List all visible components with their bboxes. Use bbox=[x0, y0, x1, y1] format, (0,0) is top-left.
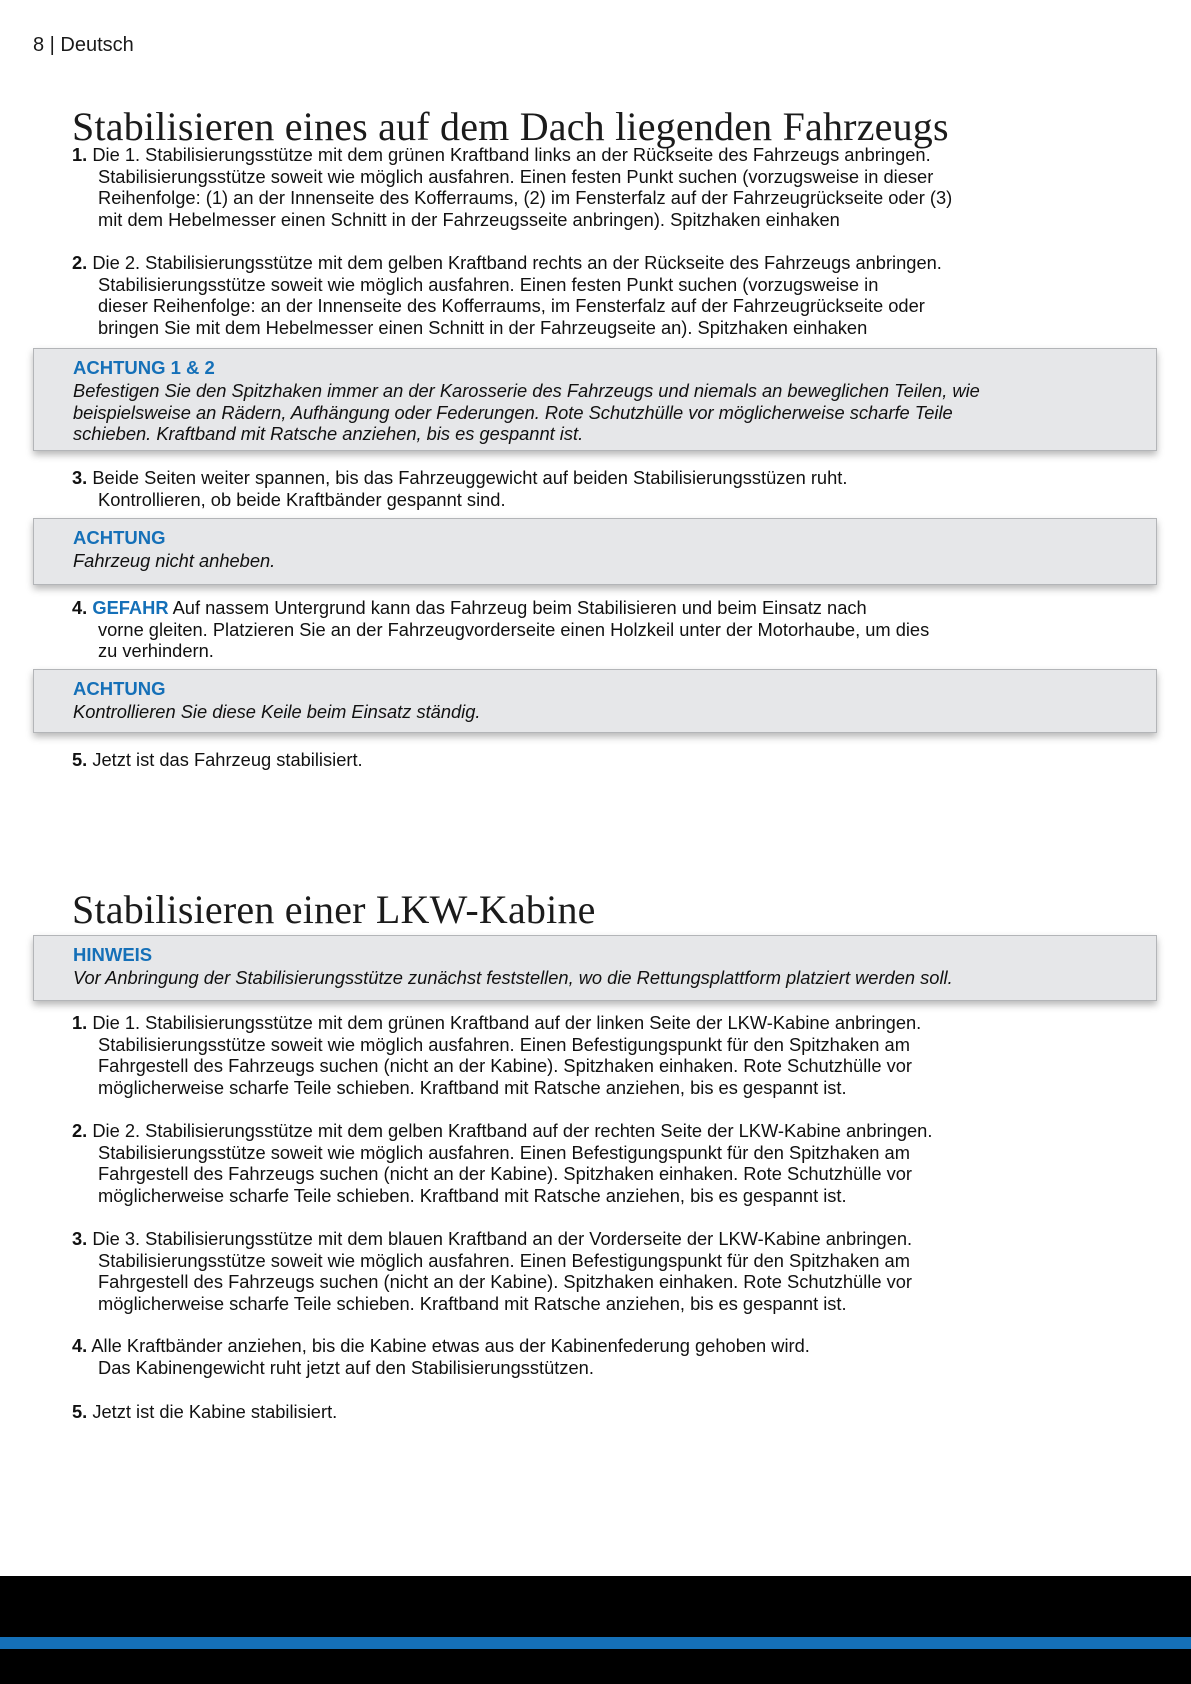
warning-text bbox=[73, 380, 1153, 445]
footer-accent-stripe bbox=[0, 1637, 1191, 1649]
warning-title: ACHTUNG bbox=[73, 678, 166, 699]
step-4-roof bbox=[72, 597, 1132, 662]
step-5-roof bbox=[72, 749, 1132, 771]
step-text: Beide Seiten weiter spannen, bis das Fahrzeuggewicht auf beiden Stabilisierungsstüzen ruht. bbox=[92, 467, 848, 488]
step-2-roof bbox=[72, 252, 1132, 338]
warning-text-line: schieben. Kraftband mit Ratsche anziehen, bis es gespannt ist. bbox=[73, 423, 584, 445]
step-text: mit dem Hebelmesser einen Schnitt in der Fahrzeugsseite anbringen). Spitzhaken einhaken bbox=[98, 208, 840, 230]
step-text: Fahrgestell des Fahrzeugs suchen (nicht an der Kabine). Spitzhaken einhaken. Rote Schutzhülle vor bbox=[98, 1271, 912, 1293]
step-3-cab bbox=[72, 1228, 1132, 1314]
step-text: Alle Kraftbänder anziehen, bis die Kabine etwas aus der Kabinenfederung gehoben wird. bbox=[91, 1335, 810, 1356]
note-text-line: Vor Anbringung der Stabilisierungsstütze zunächst feststellen, wo die Rettungsplattform platziert werden soll. bbox=[73, 967, 953, 988]
step-text: Reihenfolge: (1) an der Innenseite des Kofferraums, (2) im Fensterfalz auf der Fahrzeugrückseite oder (3) bbox=[98, 187, 953, 209]
section-title-truck-cab: Stabilisieren einer LKW-Kabine bbox=[72, 887, 596, 932]
step-text: bringen Sie mit dem Hebelmesser einen Schnitt in der Fahrzeugseite an). Spitzhaken einhaken bbox=[98, 316, 868, 338]
step-number: 3. bbox=[72, 467, 88, 488]
step-text: möglicherweise scharfe Teile schieben. Kraftband mit Ratsche anziehen, bis es gespannt ist. bbox=[98, 1184, 847, 1206]
step-text: Jetzt ist das Fahrzeug stabilisiert. bbox=[92, 749, 363, 770]
warning-box-achtung-lift bbox=[33, 518, 1157, 585]
step-number: 1. bbox=[72, 1012, 88, 1033]
step-text: Stabilisierungsstütze soweit wie möglich ausfahren. Einen Befestigungspunkt für den Spitzhaken am bbox=[98, 1141, 910, 1163]
section-title-roof-vehicle: Stabilisieren eines auf dem Dach liegenden Fahrzeugs bbox=[72, 104, 949, 149]
step-text: zu verhindern. bbox=[98, 640, 214, 662]
warning-text bbox=[73, 550, 1153, 572]
note-box-hinweis bbox=[33, 935, 1157, 1001]
step-text: Die 1. Stabilisierungsstütze mit dem grünen Kraftband links an der Rückseite des Fahrzeugs anbringen. bbox=[92, 144, 931, 165]
step-number: 3. bbox=[72, 1228, 88, 1249]
note-text bbox=[73, 967, 1153, 989]
warning-title: ACHTUNG 1 & 2 bbox=[73, 357, 215, 378]
warning-text-line: Befestigen Sie den Spitzhaken immer an der Karosserie des Fahrzeugs und niemals an beweglichen Teilen, wie bbox=[73, 380, 980, 401]
warning-title: ACHTUNG bbox=[73, 527, 166, 548]
step-1-cab bbox=[72, 1012, 1132, 1098]
step-text: Fahrgestell des Fahrzeugs suchen (nicht an der Kabine). Spitzhaken einhaken. Rote Schutzhülle vor bbox=[98, 1163, 912, 1185]
warning-text-line: Fahrzeug nicht anheben. bbox=[73, 550, 276, 571]
step-text: Stabilisierungsstütze soweit wie möglich ausfahren. Einen festen Punkt suchen (vorzugsweise in bbox=[98, 273, 879, 295]
warning-box-achtung-wedges bbox=[33, 669, 1157, 733]
step-text: Die 2. Stabilisierungsstütze mit dem gelben Kraftband auf der rechten Seite der LKW-Kabine anbringen. bbox=[92, 1120, 933, 1141]
step-5-cab bbox=[72, 1401, 1132, 1423]
warning-box-achtung-1-2 bbox=[33, 348, 1157, 451]
step-text: Das Kabinengewicht ruht jetzt auf den Stabilisierungsstützen. bbox=[98, 1356, 594, 1378]
footer-band bbox=[0, 1576, 1191, 1684]
page-header: 8 | Deutsch bbox=[33, 34, 134, 56]
step-text: Die 1. Stabilisierungsstütze mit dem grünen Kraftband auf der linken Seite der LKW-Kabine anbringen. bbox=[92, 1012, 922, 1033]
step-text: Stabilisierungsstütze soweit wie möglich ausfahren. Einen festen Punkt suchen (vorzugsweise in dieser bbox=[98, 165, 934, 187]
step-text: Die 3. Stabilisierungsstütze mit dem blauen Kraftband an der Vorderseite der LKW-Kabine anbringen. bbox=[92, 1228, 913, 1249]
step-text: möglicherweise scharfe Teile schieben. Kraftband mit Ratsche anziehen, bis es gespannt ist. bbox=[98, 1076, 847, 1098]
note-title: HINWEIS bbox=[73, 944, 153, 965]
step-number: 4. bbox=[72, 597, 88, 618]
danger-keyword: GEFAHR bbox=[92, 597, 169, 618]
warning-text bbox=[73, 701, 1153, 723]
step-2-cab bbox=[72, 1120, 1132, 1206]
step-number: 5. bbox=[72, 1401, 88, 1422]
step-number: 2. bbox=[72, 252, 88, 273]
step-text: Kontrollieren, ob beide Kraftbänder gespannt sind. bbox=[98, 488, 506, 510]
step-number: 4. bbox=[72, 1335, 88, 1356]
step-text: Jetzt ist die Kabine stabilisiert. bbox=[92, 1401, 338, 1422]
step-text: dieser Reihenfolge: an der Innenseite des Kofferraums, im Fensterfalz auf der Fahrzeugrückseite oder bbox=[98, 295, 925, 317]
step-text: vorne gleiten. Platzieren Sie an der Fahrzeugvorderseite einen Holzkeil unter der Motorhaube, um dies bbox=[98, 618, 930, 640]
warning-text-line: beispielsweise an Rädern, Aufhängung oder Federungen. Rote Schutzhülle vor möglicherweise scharfe Teile bbox=[73, 401, 953, 423]
step-text: Stabilisierungsstütze soweit wie möglich ausfahren. Einen Befestigungspunkt für den Spitzhaken am bbox=[98, 1033, 910, 1055]
step-1-roof bbox=[72, 144, 1132, 230]
step-number: 2. bbox=[72, 1120, 88, 1141]
step-text: Die 2. Stabilisierungsstütze mit dem gelben Kraftband rechts an der Rückseite des Fahrzeugs anbringen. bbox=[92, 252, 942, 273]
step-text: Stabilisierungsstütze soweit wie möglich ausfahren. Einen Befestigungspunkt für den Spitzhaken am bbox=[98, 1249, 910, 1271]
step-3-roof bbox=[72, 467, 1132, 510]
warning-text-line: Kontrollieren Sie diese Keile beim Einsatz ständig. bbox=[73, 701, 481, 722]
step-text: Auf nassem Untergrund kann das Fahrzeug beim Stabilisieren und beim Einsatz nach bbox=[172, 597, 867, 618]
step-text: möglicherweise scharfe Teile schieben. Kraftband mit Ratsche anziehen, bis es gespannt ist. bbox=[98, 1292, 847, 1314]
step-number: 1. bbox=[72, 144, 88, 165]
step-number: 5. bbox=[72, 749, 88, 770]
step-4-cab bbox=[72, 1335, 1132, 1378]
step-text: Fahrgestell des Fahrzeugs suchen (nicht an der Kabine). Spitzhaken einhaken. Rote Schutzhülle vor bbox=[98, 1055, 912, 1077]
